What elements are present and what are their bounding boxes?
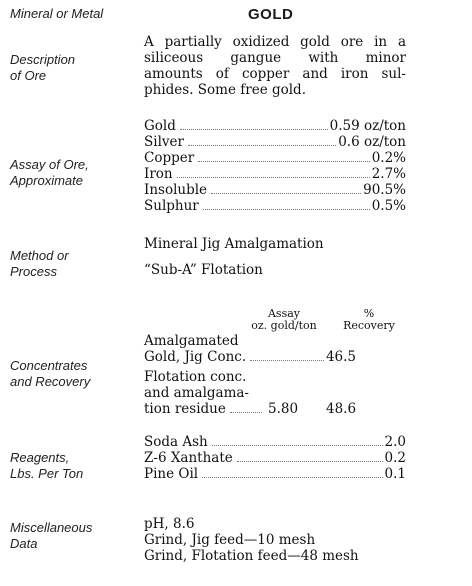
assay-row-name: Copper	[144, 150, 195, 166]
reagent-name: Z-6 Xanthate	[144, 450, 233, 466]
concentrates-label: Concentrates and Recovery	[10, 358, 91, 389]
leader-dots	[180, 129, 328, 130]
reagents-table	[144, 434, 406, 482]
method-line: “Sub-A” Flotation	[144, 262, 263, 278]
recovery-value: 46.5	[325, 349, 356, 365]
description-text	[144, 34, 406, 98]
concentrate-line: tion residue	[144, 401, 226, 417]
misc-line: pH, 8.6	[144, 516, 195, 532]
leader-dots	[250, 360, 324, 361]
concentrate-row-flotation	[144, 401, 264, 417]
assay-row-value: 0.6 oz/ton	[338, 134, 406, 150]
misc-label: Miscellaneous Data	[10, 520, 93, 551]
leader-dots	[202, 477, 382, 478]
description-line: siliceous gangue with minor	[144, 50, 406, 66]
assay-row-sulphur	[144, 198, 406, 214]
assay-row-value: 0.5%	[371, 198, 406, 214]
assay-row-iron	[144, 166, 406, 182]
concentrate-line: Flotation conc.	[144, 369, 247, 385]
reagent-name: Soda Ash	[144, 434, 208, 450]
description-line: amounts of copper and iron sul-	[144, 66, 406, 82]
leader-dots	[203, 209, 370, 210]
method-label: Method or Process	[10, 248, 69, 279]
concentrate-row-jig	[144, 349, 356, 365]
reagent-row-xanthate	[144, 450, 406, 466]
assay-row-silver	[144, 134, 406, 150]
assay-row-gold	[144, 118, 406, 134]
concentrate-line: Amalgamated	[144, 333, 239, 349]
reagent-value: 2.0	[384, 434, 406, 450]
flotation-assay-value: 5.80	[268, 401, 299, 417]
leader-dots	[211, 193, 361, 194]
misc-line: Grind, Jig feed—10 mesh	[144, 532, 316, 548]
assay-row-value: 0.59 oz/ton	[329, 118, 406, 134]
leader-dots	[188, 145, 336, 146]
leader-dots	[237, 461, 383, 462]
assay-table	[144, 118, 406, 214]
misc-text	[144, 516, 444, 564]
description-label: Description of Ore	[10, 52, 76, 83]
reagent-name: Pine Oil	[144, 466, 199, 482]
method-line: Mineral Jig Amalgamation	[144, 236, 324, 252]
assay-column-header: Assay oz. gold/ton	[251, 307, 317, 332]
assay-row-name: Iron	[144, 166, 173, 182]
assay-row-copper	[144, 150, 406, 166]
assay-row-name: Silver	[144, 134, 184, 150]
assay-label: Assay of Ore, Approximate	[10, 157, 89, 188]
concentrate-line: and amalgama-	[144, 385, 249, 401]
assay-row-value: 2.7%	[371, 166, 406, 182]
assay-row-insoluble	[144, 182, 406, 198]
assay-row-name: Gold	[144, 118, 176, 134]
reagent-row-soda-ash	[144, 434, 406, 450]
assay-row-name: Insoluble	[144, 182, 208, 198]
reagent-value: 0.1	[384, 466, 406, 482]
leader-dots	[212, 445, 383, 446]
description-line: A partially oxidized gold ore in a	[144, 34, 406, 50]
misc-line: Grind, Flotation feed—48 mesh	[144, 548, 359, 564]
recovery-column-header: % Recovery	[343, 307, 395, 332]
leader-dots	[230, 412, 262, 413]
assay-row-name: Sulphur	[144, 198, 199, 214]
mineral-label: Mineral or Metal	[10, 6, 104, 21]
flotation-recovery-value: 48.6	[326, 401, 357, 417]
assay-row-value: 90.5%	[363, 182, 406, 198]
concentrate-line: Gold, Jig Conc.	[144, 349, 247, 365]
reagents-label: Reagents, Lbs. Per Ton	[10, 450, 84, 481]
leader-dots	[198, 161, 370, 162]
reagent-row-pine-oil	[144, 466, 406, 482]
mineral-title: GOLD	[248, 6, 294, 23]
description-line: phides. Some free gold.	[144, 82, 306, 98]
leader-dots	[177, 177, 370, 178]
assay-row-value: 0.2%	[371, 150, 406, 166]
reagent-value: 0.2	[384, 450, 406, 466]
